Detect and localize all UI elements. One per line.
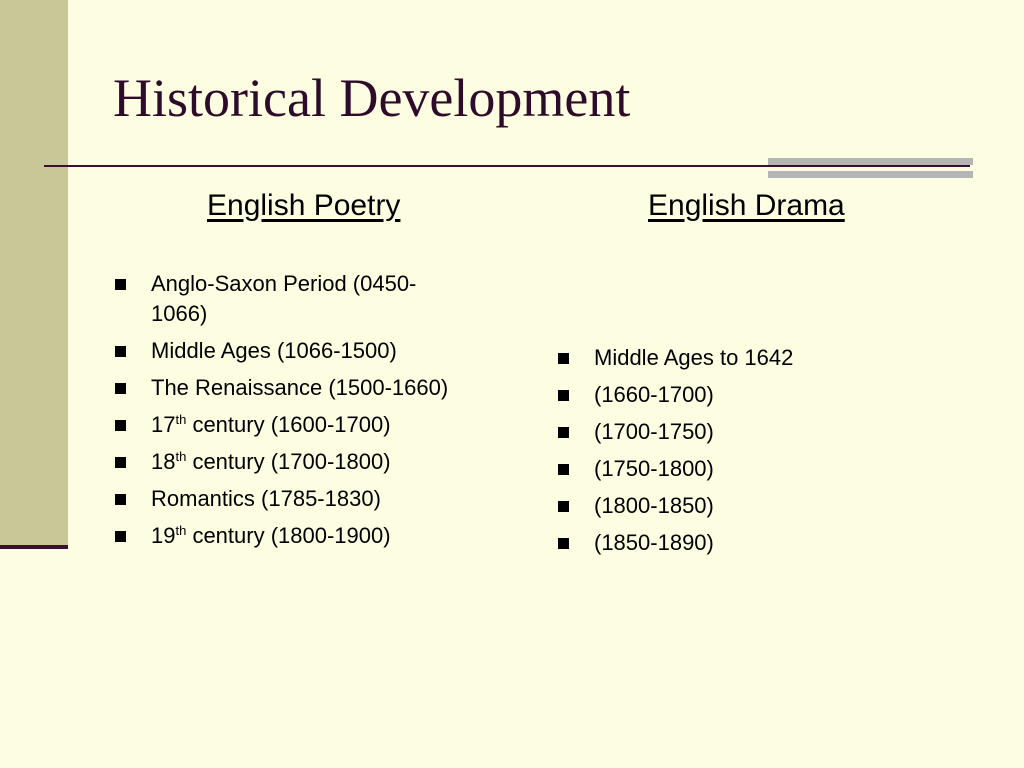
- list-item-text: Middle Ages (1066-1500): [151, 338, 397, 363]
- list-item-text: (1800-1850): [594, 493, 714, 518]
- square-bullet-icon: [558, 353, 569, 364]
- list-item: [556, 491, 956, 521]
- ordinal-suffix: th: [175, 523, 187, 538]
- square-bullet-icon: [115, 420, 126, 431]
- poetry-list: [113, 269, 513, 558]
- list-item: [113, 410, 513, 440]
- list-item: [113, 521, 513, 551]
- square-bullet-icon: [115, 346, 126, 357]
- square-bullet-icon: [115, 383, 126, 394]
- century-range: century (1800-1900): [186, 523, 391, 548]
- century-number: 17: [151, 412, 176, 437]
- list-item: [556, 454, 956, 484]
- title-divider-accent: [768, 158, 973, 180]
- drama-list: [556, 343, 956, 565]
- century-range: century (1600-1700): [186, 412, 391, 437]
- square-bullet-icon: [558, 390, 569, 401]
- list-item-text: Anglo-Saxon Period (0450-1066): [151, 271, 417, 326]
- square-bullet-icon: [558, 464, 569, 475]
- square-bullet-icon: [115, 457, 126, 468]
- list-item-text: (1850-1890): [594, 530, 714, 555]
- list-item: [113, 484, 513, 514]
- list-item-text: [151, 449, 391, 474]
- list-item-text: Romantics (1785-1830): [151, 486, 381, 511]
- square-bullet-icon: [115, 279, 126, 290]
- slide-title: Historical Development: [113, 68, 631, 128]
- square-bullet-icon: [558, 427, 569, 438]
- list-item: [113, 269, 461, 329]
- poetry-column-heading: English Poetry: [207, 189, 401, 222]
- left-decorative-bar: [0, 0, 68, 546]
- list-item-text: [151, 523, 391, 548]
- list-item-text: [151, 412, 391, 437]
- square-bullet-icon: [115, 494, 126, 505]
- list-item: [113, 447, 513, 477]
- list-item-text: (1660-1700): [594, 382, 714, 407]
- century-number: 18: [151, 449, 176, 474]
- century-range: century (1700-1800): [186, 449, 391, 474]
- square-bullet-icon: [115, 531, 126, 542]
- drama-column-heading: English Drama: [648, 189, 845, 222]
- left-bar-underline: [0, 545, 68, 549]
- list-item: [113, 336, 513, 366]
- ordinal-suffix: th: [175, 412, 187, 427]
- list-item-text: (1750-1800): [594, 456, 714, 481]
- ordinal-suffix: th: [175, 449, 187, 464]
- list-item: [113, 373, 513, 403]
- square-bullet-icon: [558, 501, 569, 512]
- square-bullet-icon: [558, 538, 569, 549]
- list-item-text: Middle Ages to 1642: [594, 345, 794, 370]
- list-item: [556, 380, 956, 410]
- list-item: [556, 343, 956, 373]
- list-item-text: (1700-1750): [594, 419, 714, 444]
- century-number: 19: [151, 523, 176, 548]
- list-item-text: The Renaissance (1500-1660): [151, 375, 449, 400]
- list-item: [556, 528, 956, 558]
- list-item: [556, 417, 956, 447]
